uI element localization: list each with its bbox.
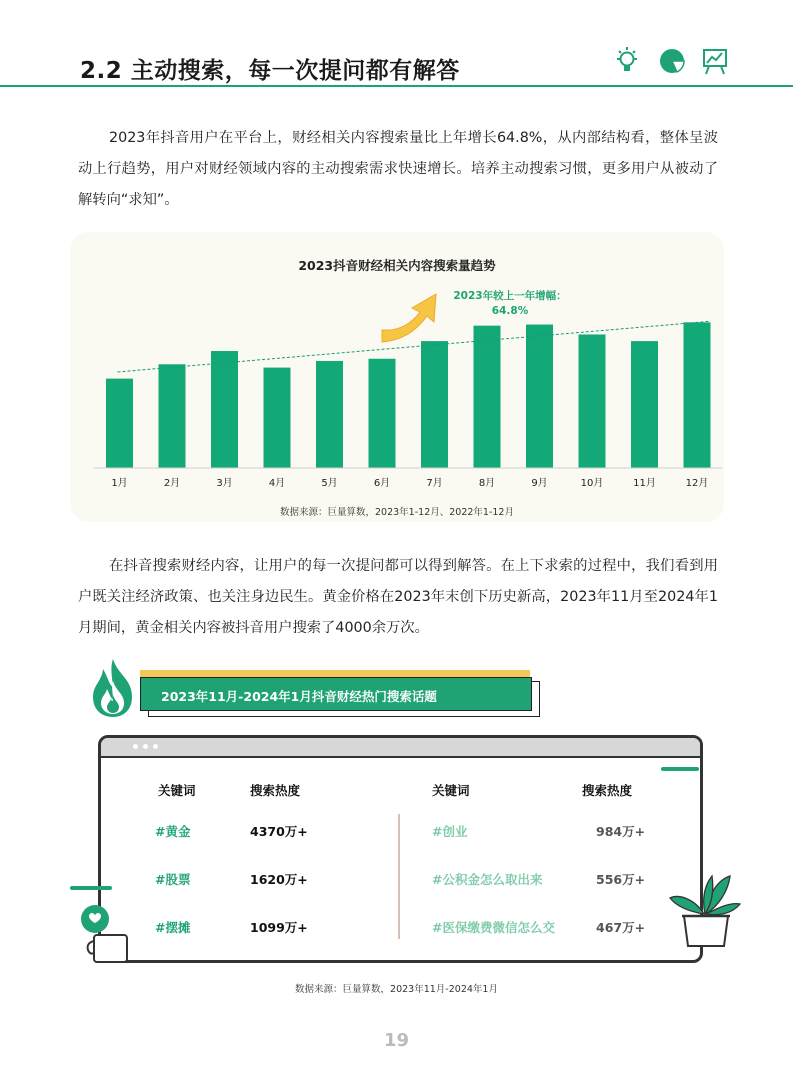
flame-icon (88, 657, 138, 719)
x-tick-label: 8月 (478, 478, 496, 489)
bar-6月 (369, 359, 396, 468)
window-dot (133, 744, 138, 749)
growth-annotation-line1: 2023年较上一年增幅： (453, 290, 567, 302)
window-dot (153, 744, 158, 749)
body-text: 在抖音搜索财经内容，让用户的每一次提问都可以得到解答。在上下求索的过程中，我们看到用户既关注经济政策、也关注身边民生。黄金价格在2023年末创下历史新高，2023年11月至2024年1月期间，黄金相关内容被抖音用户搜索了4000余万次。 (78, 558, 718, 636)
x-tick-label: 6月 (373, 478, 391, 489)
x-tick-label: 10月 (580, 478, 604, 489)
header-rule (0, 85, 793, 87)
topic-keyword: #黄金 (155, 824, 191, 839)
topic-heat: 984万+ (596, 824, 646, 839)
bar-7月 (421, 341, 448, 468)
window-dot (143, 744, 148, 749)
bar-chart (70, 232, 724, 522)
right-keyword-header: 关键词 (432, 783, 470, 798)
x-tick-label: 4月 (268, 478, 286, 489)
body-paragraph (78, 551, 718, 644)
banner-title: 2023年11月-2024年1月抖音财经热门搜索话题 (161, 689, 437, 704)
topic-heat: 556万+ (596, 872, 646, 887)
bar-1月 (106, 379, 133, 468)
bar-11月 (631, 341, 658, 468)
x-tick-label: 3月 (216, 478, 233, 489)
chart-source: 数据来源：巨量算数，2023年1-12月、2022年1-12月 (280, 507, 514, 518)
topic-keyword: #股票 (155, 872, 191, 887)
section-title: 2.2 主动搜索，每一次提问都有解答 (80, 58, 460, 84)
topic-keyword: #公积金怎么取出来 (432, 872, 543, 887)
page-number: 19 (383, 1030, 410, 1051)
topic-heat: 467万+ (596, 920, 646, 935)
bar-9月 (526, 325, 553, 468)
bar-12月 (684, 322, 711, 468)
topic-keyword: #医保缴费微信怎么交 (432, 920, 555, 935)
presentation-chart-icon (701, 46, 729, 76)
decor-bar (70, 886, 112, 890)
topic-heat: 1099万+ (250, 920, 308, 935)
decor-bar (661, 767, 699, 771)
x-tick-label: 12月 (685, 478, 709, 489)
coffee-cup-icon (74, 903, 134, 965)
bar-10月 (579, 334, 606, 468)
potted-plant-icon (668, 858, 742, 950)
right-heat-header: 搜索热度 (582, 783, 633, 798)
bar-8月 (474, 326, 501, 468)
x-tick-label: 1月 (111, 478, 128, 489)
x-tick-label: 9月 (531, 478, 548, 489)
left-keyword-header: 关键词 (158, 783, 196, 798)
intro-paragraph (78, 123, 718, 216)
x-tick-label: 5月 (321, 478, 338, 489)
intro-text: 2023年抖音用户在平台上，财经相关内容搜索量比上年增长64.8%，从内部结构看，整体呈波动上行趋势，用户对财经领域内容的主动搜索需求快速增长。培养主动搜索习惯，更多用户从被动了解转向“求知”。 (78, 130, 718, 208)
topics-source: 数据来源：巨量算数，2023年11月-2024年1月 (295, 984, 498, 995)
chart-card (70, 232, 724, 522)
page-header (0, 0, 793, 90)
pie-chart-icon (659, 46, 687, 76)
topic-heat: 1620万+ (250, 872, 308, 887)
topics-banner (140, 677, 540, 717)
topic-keyword: #创业 (432, 824, 468, 839)
banner-face (140, 677, 532, 711)
bar-4月 (264, 368, 291, 468)
x-tick-label: 11月 (633, 478, 656, 489)
bar-5月 (316, 361, 343, 468)
bar-2月 (159, 364, 186, 468)
growth-annotation-line2: 64.8% (491, 305, 529, 317)
growth-arrow-icon (382, 294, 436, 342)
x-tick-label: 2月 (163, 478, 181, 489)
lightbulb-icon (615, 46, 639, 76)
bar-3月 (211, 351, 238, 468)
topic-keyword: #摆摊 (155, 920, 191, 935)
column-divider (398, 814, 400, 939)
chart-title: 2023抖音财经相关内容搜索量趋势 (298, 258, 496, 273)
topic-heat: 4370万+ (250, 824, 308, 839)
window-titlebar (101, 738, 700, 758)
left-heat-header: 搜索热度 (250, 783, 301, 798)
x-tick-label: 7月 (426, 478, 443, 489)
